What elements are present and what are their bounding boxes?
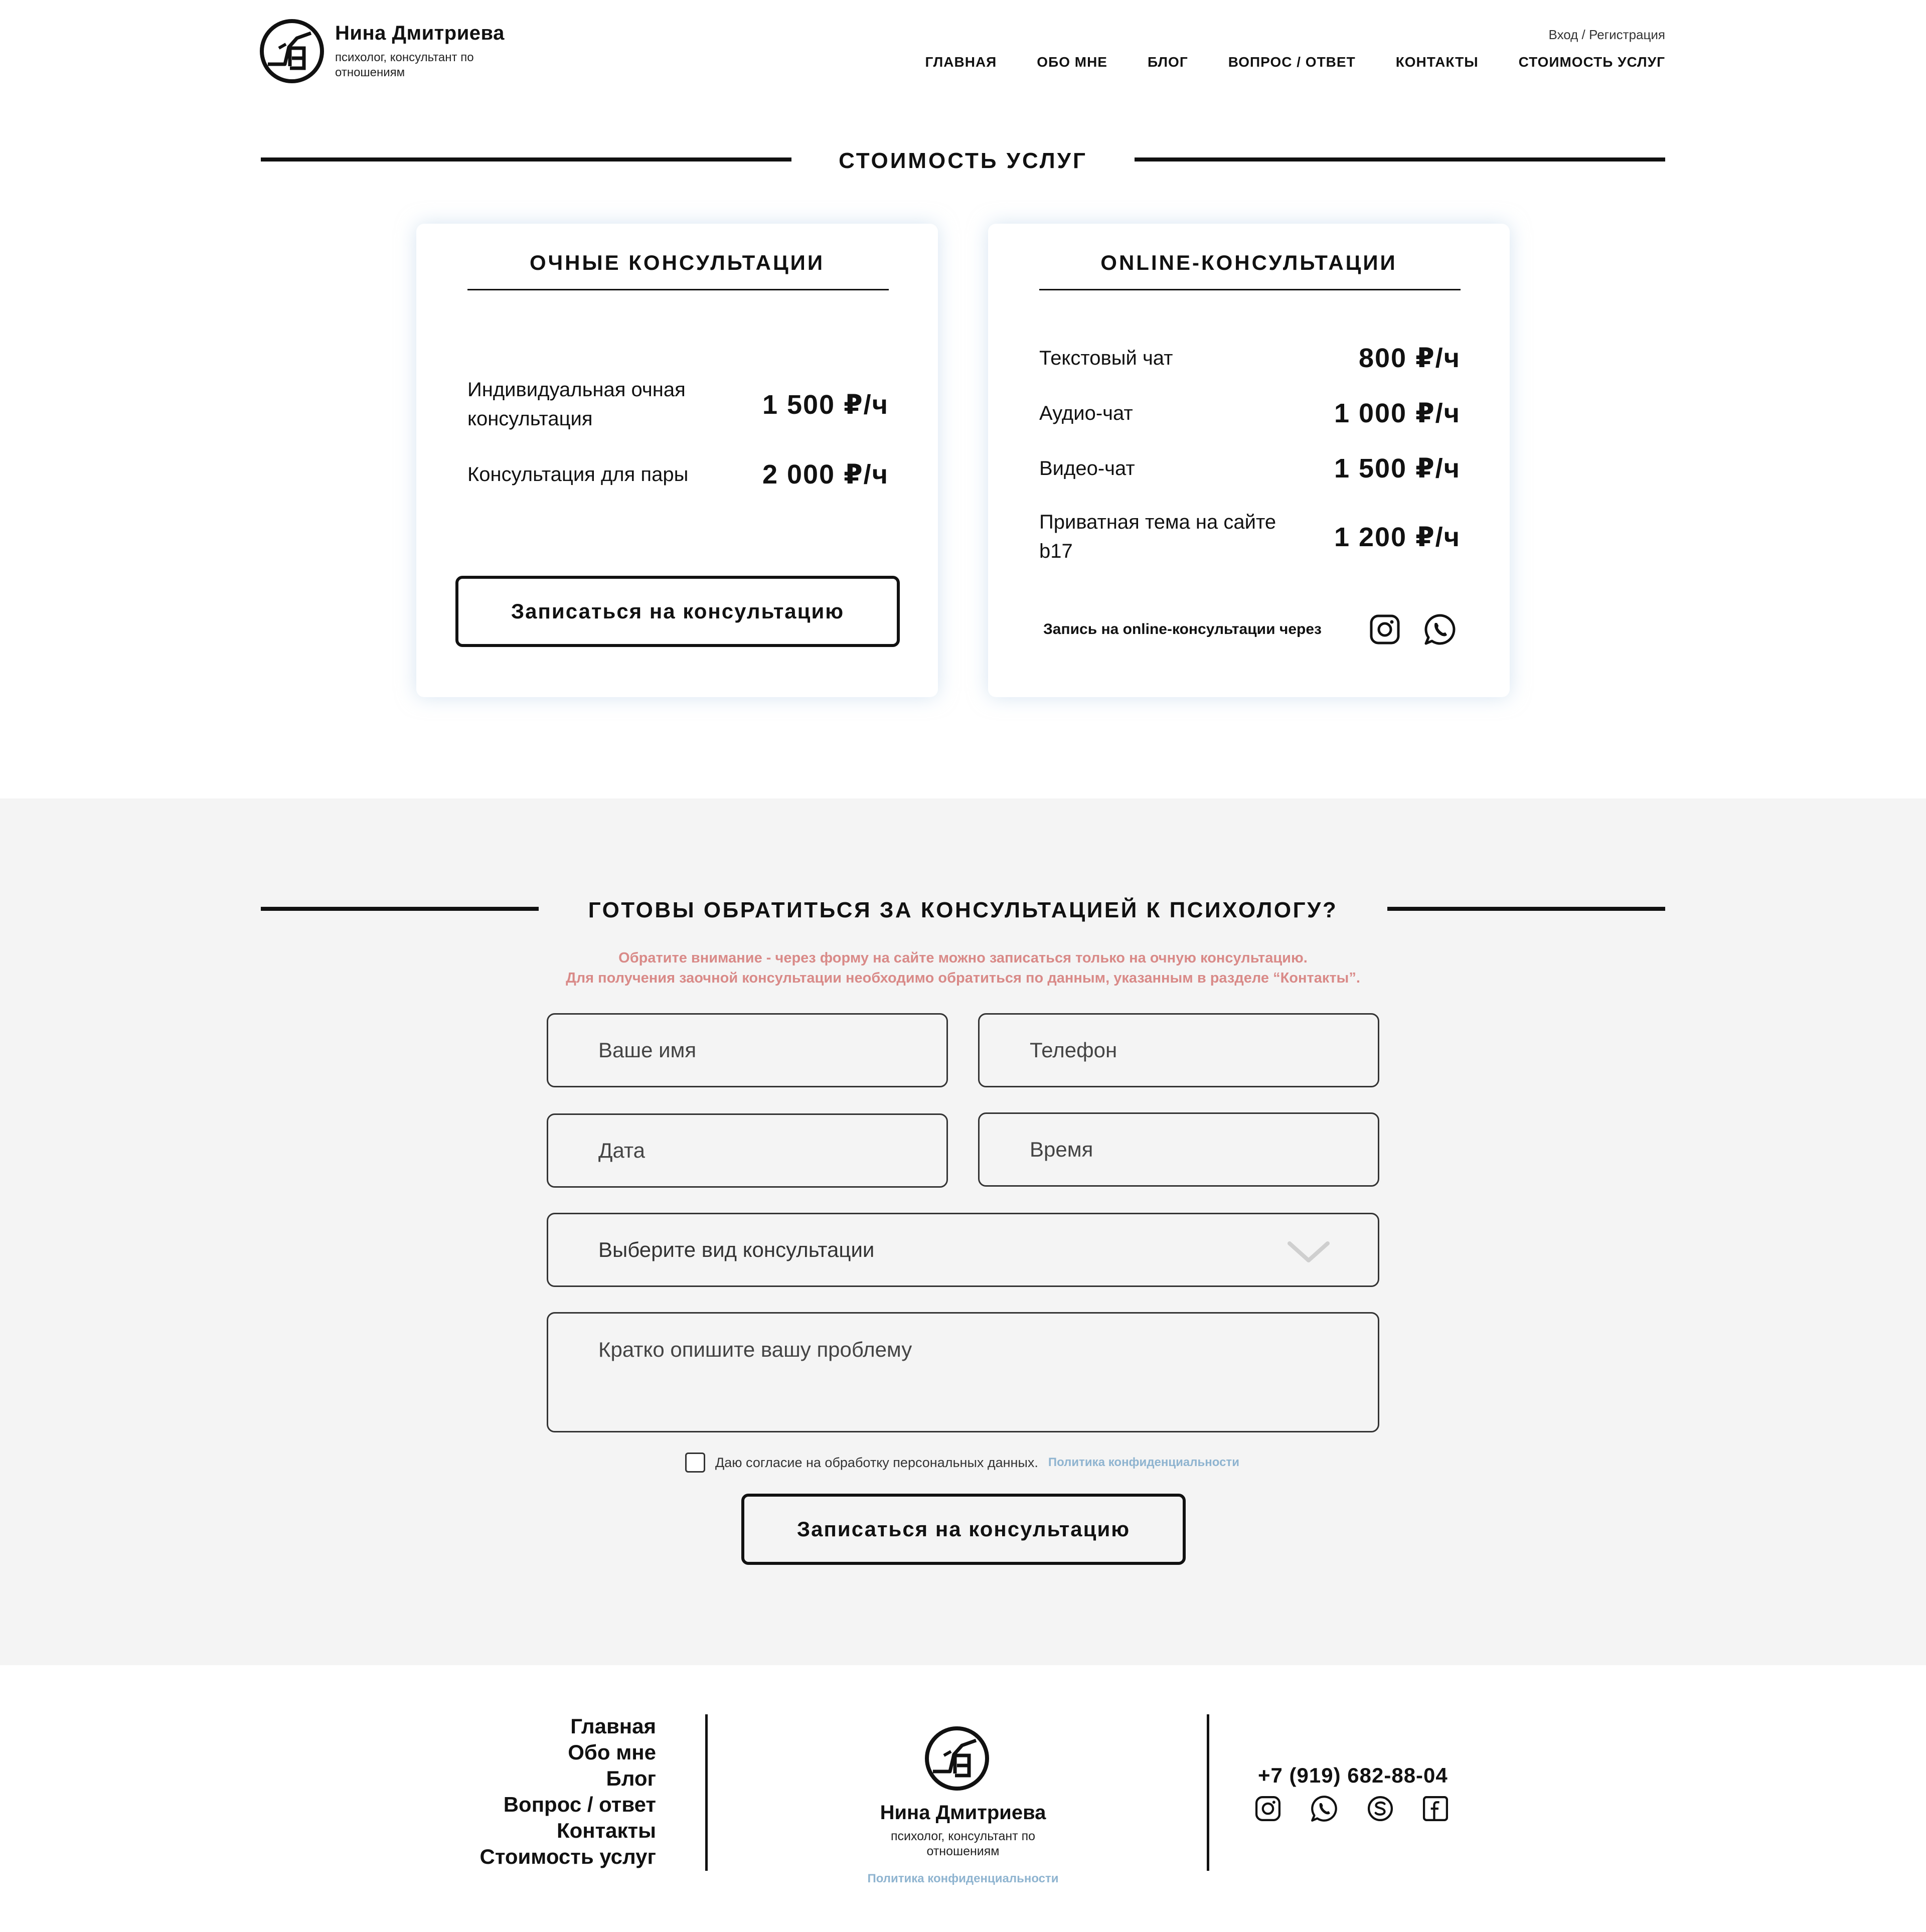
title-divider-right (1387, 907, 1665, 911)
logo-icon[interactable] (259, 18, 325, 84)
title-divider-right (1135, 157, 1665, 162)
footer-brand-subtitle: психолог, консультант по отношениям (890, 1829, 1036, 1858)
title-divider-left (261, 157, 791, 162)
nav-item-about[interactable]: ОБО МНЕ (1037, 54, 1107, 70)
nav-item-contacts[interactable]: КОНТАКТЫ (1395, 54, 1479, 70)
login-register-link[interactable]: Вход / Регистрация (1548, 27, 1665, 42)
price-row (1039, 397, 1461, 429)
footer-divider-left (705, 1714, 708, 1871)
form-section-title: ГОТОВЫ ОБРАТИТЬСЯ ЗА КОНСУЛЬТАЦИЕЙ К ПСИХОЛОГУ? (588, 898, 1338, 922)
whatsapp-icon[interactable] (1310, 1795, 1338, 1823)
footer-privacy-policy-link[interactable]: Политика конфиденциальности (867, 1872, 1059, 1885)
select-placeholder: Выберите вид консультации (598, 1238, 875, 1261)
consent-text: Даю согласие на обработку персональных данных. (715, 1455, 1038, 1470)
facebook-icon[interactable] (1421, 1795, 1450, 1823)
online-price-card (988, 224, 1510, 697)
price-name: Консультация для пары (467, 463, 689, 486)
price-row (1039, 342, 1461, 374)
price-value: 2 000 ₽/ч (762, 459, 889, 490)
price-row (1039, 508, 1461, 566)
whatsapp-icon[interactable] (1423, 613, 1457, 646)
brand-name: Нина Дмитриева (335, 22, 505, 44)
price-name: Индивидуальная очная консультация (467, 379, 686, 430)
nav-item-faq[interactable]: ВОПРОС / ОТВЕТ (1228, 54, 1356, 70)
offline-price-card (416, 224, 938, 697)
footer-brand-name: Нина Дмитриева (880, 1802, 1046, 1824)
footer-link-contacts[interactable]: Контакты (556, 1819, 656, 1842)
nav-item-blog[interactable]: БЛОГ (1147, 54, 1188, 70)
footer-link-blog[interactable]: Блог (606, 1766, 656, 1790)
form-notice-line-2: Для получения заочной консультации необходимо обратиться по данным, указанным в разделе “Контакты”. (566, 970, 1360, 986)
privacy-policy-link[interactable]: Политика конфиденциальности (1048, 1456, 1239, 1469)
submit-booking-button[interactable]: Записаться на консультацию (741, 1494, 1186, 1565)
consent-checkbox[interactable] (685, 1453, 705, 1473)
book-consultation-button[interactable]: Записаться на консультацию (455, 576, 900, 647)
footer-link-about[interactable]: Обо мне (568, 1740, 656, 1764)
footer-nav (479, 1713, 656, 1870)
instagram-icon[interactable] (1254, 1795, 1282, 1823)
date-input[interactable] (547, 1113, 948, 1188)
card-title-underline (1039, 289, 1461, 290)
prices-section-title: СТОИМОСТЬ УСЛУГ (839, 148, 1087, 173)
phone-input[interactable] (978, 1013, 1379, 1087)
footer-link-faq[interactable]: Вопрос / ответ (503, 1793, 656, 1816)
price-value: 1 500 ₽/ч (1334, 453, 1461, 484)
price-value: 800 ₽/ч (1358, 343, 1461, 373)
online-booking-note: Запись на online-консультации через (1043, 621, 1322, 637)
price-name: Текстовый чат (1039, 347, 1173, 369)
online-card-title: ONLINE-КОНСУЛЬТАЦИИ (1100, 251, 1397, 274)
card-title-underline (467, 289, 889, 290)
brand-subtitle: психолог, консультант по отношениям (335, 51, 474, 79)
footer-divider-right (1207, 1714, 1209, 1871)
problem-textarea[interactable] (547, 1312, 1379, 1432)
consultation-type-select[interactable] (547, 1213, 1379, 1287)
form-notice-line-1: Обратите внимание - через форму на сайте можно записаться только на очную консультацию. (618, 950, 1308, 966)
price-value: 1 500 ₽/ч (762, 389, 889, 420)
price-name: Приватная тема на сайте b17 (1039, 511, 1276, 562)
phone-number[interactable]: +7 (919) 682-88-04 (1258, 1763, 1448, 1787)
nav-item-home[interactable]: ГЛАВНАЯ (925, 54, 997, 70)
price-name: Видео-чат (1039, 457, 1135, 479)
time-input[interactable] (978, 1112, 1379, 1187)
footer-link-home[interactable]: Главная (570, 1714, 656, 1738)
price-row (467, 375, 889, 433)
offline-card-title: ОЧНЫЕ КОНСУЛЬТАЦИИ (529, 251, 825, 274)
price-name: Аудио-чат (1039, 402, 1133, 424)
name-input[interactable] (547, 1013, 948, 1087)
footer-logo-icon[interactable] (924, 1725, 990, 1792)
price-row (467, 458, 889, 490)
chevron-down-icon (1288, 1241, 1330, 1263)
price-row (1039, 452, 1461, 484)
skype-icon[interactable] (1366, 1795, 1394, 1823)
instagram-icon[interactable] (1368, 613, 1401, 646)
consent-row (685, 1453, 1239, 1473)
footer-link-prices[interactable]: Стоимость услуг (479, 1845, 656, 1868)
main-nav (925, 54, 1665, 70)
price-value: 1 000 ₽/ч (1334, 398, 1461, 428)
price-value: 1 200 ₽/ч (1334, 522, 1461, 552)
title-divider-left (261, 907, 539, 911)
nav-item-prices[interactable]: СТОИМОСТЬ УСЛУГ (1518, 54, 1665, 70)
